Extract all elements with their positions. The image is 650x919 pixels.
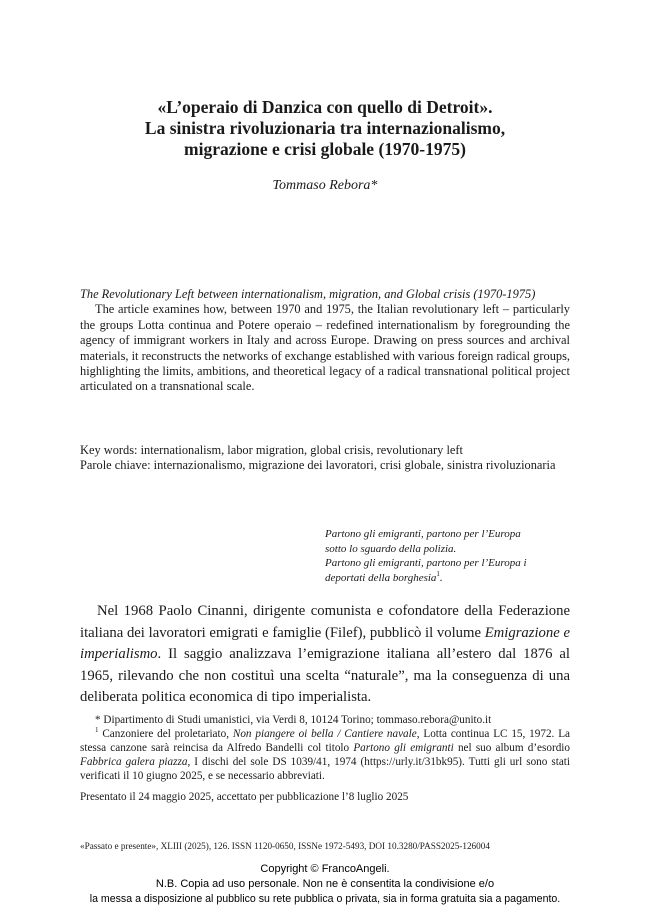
footnote-1-part-b: , Lotta continua LC 15, 1972. La stessa canzone sarà reincisa da Alfredo Bandelli col titolo — [80, 728, 570, 754]
keywords — [80, 443, 570, 474]
footnote-1 — [80, 727, 570, 783]
title-line-1: «L’operaio di Danzica con quello di Detroit». — [157, 97, 493, 117]
epigraph-line-4-text: deportati della borghesia — [325, 571, 437, 584]
abstract-english-title: The Revolutionary Left between internationalism, migration, and Global crisis (1970-1975) — [80, 287, 536, 301]
book-title: Emigrazione e imperialismo — [80, 624, 570, 662]
abstract-text: The article examines how, between 1970 and 1975, the Italian revolutionary left – particularly the groups Lotta continua and Potere operaio – redefined internationalism by foregrounding the agency of immigrant workers in Italy and across Europe. Drawing on press sources and archival materials, it reconstructs the networks of exchange established with various foreign radical groups, highlighting the limits, ambitions, and theoretical legacy of a radical transnational political project articulated on a transnational scale. — [80, 302, 570, 394]
copyright-line-1: Copyright © FrancoAngeli. — [260, 863, 390, 875]
epigraph-line-4: deportati della borghesia$^1$. — [325, 569, 443, 584]
footnotes — [80, 713, 570, 804]
copyright-notice — [0, 862, 650, 907]
epigraph — [325, 527, 570, 585]
keywords-english: Key words: internationalism, labor migration, global crisis, revolutionary left — [80, 443, 463, 457]
copyright-line-3: la messa a disposizione al pubblico su rete pubblica o privata, sia in forma gratuita sia a pagamento. — [89, 893, 561, 905]
footnote-1-album-title: Non piangere oi bella / Cantiere navale — [232, 728, 417, 740]
title-line-3: migrazione e crisi globale (1970-1975) — [184, 139, 466, 159]
abstract — [80, 287, 570, 395]
footnote-1-mark: 1 — [95, 726, 99, 734]
footnote-1-part-a: Canzoniere del proletariato, — [98, 728, 233, 740]
epigraph-line-3: Partono gli emigranti, partono per l’Europa i — [325, 557, 527, 569]
footnote-1-part-d: , I dischi del sole DS 1039/41, 1974 (https://urly.it/31bk95). Tutti gli url sono stati verificati il 10 giugno 2025, e se necessario abbreviati. — [80, 756, 570, 782]
copyright-line-2: N.B. Copia ad uso personale. Non ne è consentita la condivisione e/o — [155, 878, 495, 890]
keywords-italian: Parole chiave: internazionalismo, migrazione dei lavoratori, crisi globale, sinistra rivoluzionaria — [80, 458, 556, 473]
title-line-2: La sinistra rivoluzionaria tra internazionalismo, — [144, 118, 506, 138]
body-text-part-2: . Il saggio analizzava l’emigrazione italiana all’estero dal 1876 al 1965, rilevando che non costituì una scelta “naturale”, ma la conseguenza di una deliberata politica economica di tipo imperialista. — [80, 646, 570, 705]
epigraph-line-1: Partono gli emigranti, partono per l’Europa — [325, 528, 521, 540]
footnote-ref-1[interactable]: 1 — [436, 569, 440, 578]
submission-dates: Presentato il 24 maggio 2025, accettato per pubblicazione l’8 luglio 2025 — [80, 791, 409, 803]
journal-citation: «Passato e presente», XLIII (2025), 126. ISSN 1120-0650, ISSNe 1972-5493, DOI 10.3280/PASS2025-126004 — [80, 841, 490, 851]
footnote-affiliation: * Dipartimento di Studi umanistici, via Verdi 8, 10124 Torino; tommaso.rebora@unito.it — [95, 714, 492, 726]
article-title — [60, 97, 590, 160]
author-name: Tommaso Rebora* — [272, 178, 378, 193]
body-paragraph-1 — [80, 601, 570, 709]
epigraph-line-2: sotto lo sguardo della polizia. — [325, 542, 457, 555]
footnote-1-song-title: Partono gli emigranti — [353, 742, 454, 754]
body-text-part-1: Nel 1968 Paolo Cinanni, dirigente comunista e cofondatore della Federazione italiana dei lavoratori emigrati e famiglie (Filef), pubblicò il volume — [80, 603, 570, 641]
footnote-1-debut-album: Fabbrica galera piazza — [80, 756, 188, 768]
footnote-1-part-c: nel suo album d’esordio — [453, 742, 570, 754]
